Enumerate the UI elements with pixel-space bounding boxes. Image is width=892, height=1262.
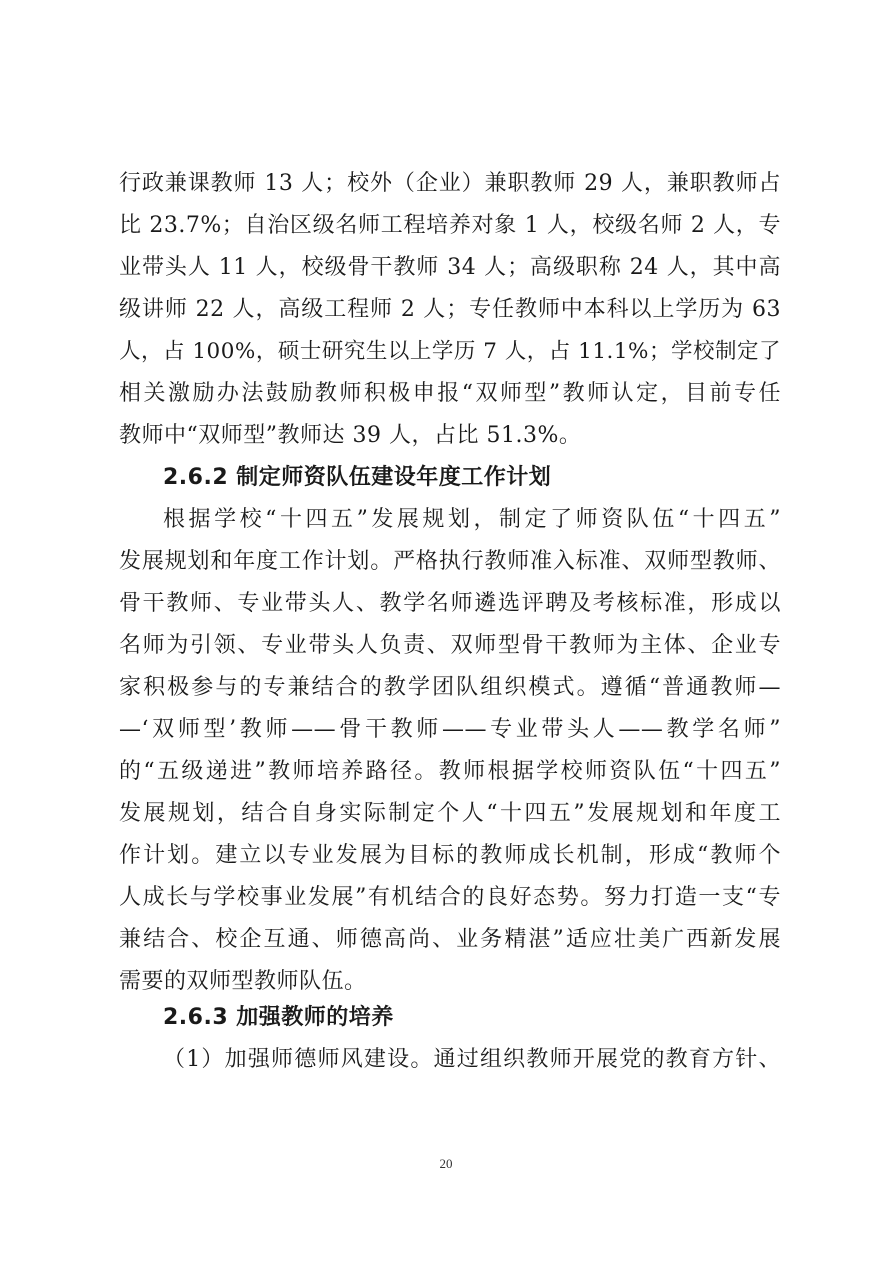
page-number: 20 <box>439 1156 453 1171</box>
text-line: 家积极参与的专兼结合的教学团队组织模式。遵循“普通教师— <box>119 675 781 700</box>
paragraph-work-plan <box>119 499 781 1003</box>
text-line: 发展规划和年度工作计划。严格执行教师准入标准、双师型教师、 <box>119 549 781 574</box>
text-line: 作计划。建立以专业发展为目标的教师成长机制，形成“教师个 <box>119 843 781 868</box>
section-heading-2-6-3: 2.6.3 加强教师的培养 <box>163 1005 394 1030</box>
text-line: 人成长与学校事业发展”有机结合的良好态势。努力打造一支“专 <box>119 885 781 910</box>
text-line: 的“五级递进”教师培养路径。教师根据学校师资队伍“十四五” <box>119 759 781 784</box>
paragraph-ethics <box>119 1039 781 1081</box>
text-line: 兼结合、校企互通、师德高尚、业务精湛”适应壮美广西新发展 <box>119 927 781 952</box>
text-line: 教师中“双师型”教师达 39 人，占比 51.3%。 <box>119 423 582 448</box>
text-line: 需要的双师型教师队伍。 <box>119 969 367 994</box>
text-line: 行政兼课教师 13 人；校外（企业）兼职教师 29 人，兼职教师占 <box>119 171 781 196</box>
text-line: 相关激励办法鼓励教师积极申报“双师型”教师认定，目前专任 <box>119 381 781 406</box>
paragraph-teacher-stats <box>119 163 781 457</box>
text-line: 比 23.7%；自治区级名师工程培养对象 1 人，校级名师 2 人，专 <box>119 213 781 238</box>
text-line: （1）加强师德师风建设。通过组织教师开展党的教育方针、 <box>163 1047 781 1072</box>
text-line: 级讲师 22 人，高级工程师 2 人；专任教师中本科以上学历为 63 <box>119 297 781 322</box>
text-line: 骨干教师、专业带头人、教学名师遴选评聘及考核标准，形成以 <box>119 591 781 616</box>
text-line: 发展规划，结合自身实际制定个人“十四五”发展规划和年度工 <box>119 801 781 826</box>
text-line: 名师为引领、专业带头人负责、双师型骨干教师为主体、企业专 <box>119 633 781 658</box>
text-line: 人，占 100%，硕士研究生以上学历 7 人，占 11.1%；学校制定了 <box>119 339 781 364</box>
section-heading-2-6-2: 2.6.2 制定师资队伍建设年度工作计划 <box>163 465 552 490</box>
text-line: 根据学校“十四五”发展规划，制定了师资队伍“十四五” <box>163 507 781 532</box>
text-line: —‘双师型’教师——骨干教师——专业带头人——教学名师” <box>119 717 781 742</box>
text-line: 业带头人 11 人，校级骨干教师 34 人；高级职称 24 人，其中高 <box>119 255 781 280</box>
